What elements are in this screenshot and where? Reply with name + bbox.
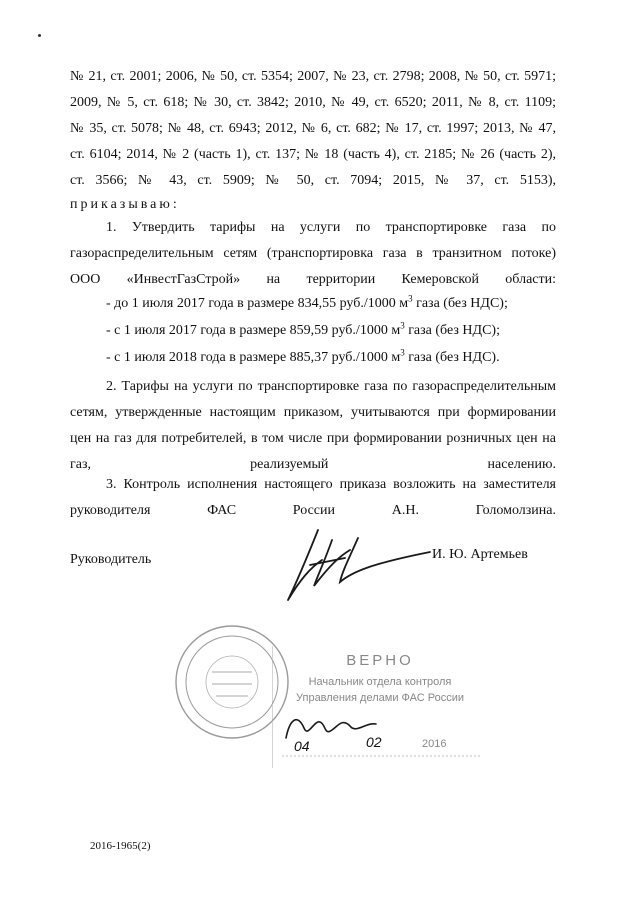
stamp-position: Начальник отдела контроля — [308, 676, 452, 688]
document-code: 2016-1965(2) — [90, 840, 151, 852]
item-3 — [70, 472, 556, 524]
item-1-line: 1. Утвердить тарифы на услуги по транспортировке газа по — [106, 220, 556, 235]
item-3-line: руководителя ФАС России А.Н. Голомолзина. — [70, 503, 556, 518]
tariff-text: газа (без НДС); — [404, 323, 500, 338]
tariff-line — [70, 291, 592, 317]
certification-stamp — [272, 646, 488, 768]
item-1 — [70, 215, 556, 293]
stamp-date-year: 2016 — [422, 738, 447, 750]
stamp-header: ВЕРНО — [346, 652, 414, 669]
tariff-text: газа (без НДС); — [412, 296, 508, 311]
ref-line: ст. 6104; 2014, № 2 (часть 1), ст. 137; № 18 (часть 4), ст. 2185; № 26 (часть 2), — [70, 147, 556, 162]
item-2-line: газ, реализуемый населению. — [70, 457, 556, 472]
tariff-text: - с 1 июля 2017 года в размере 859,59 руб./1000 м — [106, 323, 401, 338]
legal-references — [70, 64, 556, 194]
ref-line: 2009, № 5, ст. 618; № 30, ст. 3842; 2010, № 49, ст. 6520; 2011, № 8, ст. 1109; — [70, 95, 556, 110]
tariff-unit-exp: 3 — [400, 347, 405, 358]
item-1-line: ООО «ИнвестГазСтрой» на территории Кемеровской области: — [70, 272, 556, 287]
tariff-text: газа (без НДС). — [404, 350, 500, 365]
stamp-guide-lines — [272, 646, 488, 768]
item-2-line: сетям, утвержденные настоящим приказом, учитываются при формировании — [70, 405, 556, 420]
tariff-text: - с 1 июля 2018 года в размере 885,37 руб./1000 м — [106, 350, 401, 365]
decree-word: приказываю: — [70, 197, 180, 212]
item-2-line: цен на газ для потребителей, в том числе при формировании розничных цен на — [70, 431, 556, 446]
scan-dot — [38, 34, 41, 37]
signatory-title: Руководитель — [70, 552, 152, 567]
item-3-line: 3. Контроль исполнения настоящего приказа возложить на заместителя — [106, 477, 556, 492]
ref-line: ст. 3566; № 43, ст. 5909; № 50, ст. 7094; 2015, № 37, ст. 5153), — [70, 173, 556, 188]
stamp-date-day: 04 — [294, 738, 310, 754]
tariff-line — [70, 318, 592, 344]
item-1-line: газораспределительным сетям (транспортировка газа в транзитном потоке) — [70, 246, 556, 261]
item-2 — [70, 374, 556, 478]
tariff-text: - до 1 июля 2017 года в размере 834,55 руб./1000 м — [106, 296, 409, 311]
ref-line: № 35, ст. 5078; № 48, ст. 6943; 2012, № 6, ст. 682; № 17, ст. 1997; 2013, № 47, — [70, 121, 556, 136]
ref-line: № 21, ст. 2001; 2006, № 50, ст. 5354; 2007, № 23, ст. 2798; 2008, № 50, ст. 5971; — [70, 69, 556, 84]
stamp-date-month: 02 — [366, 734, 382, 750]
item-2-line: 2. Тарифы на услуги по транспортировке газа по газораспределительным — [106, 379, 556, 394]
stamp-department: Управления делами ФАС России — [296, 692, 464, 704]
tariff-unit-exp: 3 — [408, 293, 413, 304]
tariff-unit-exp: 3 — [400, 320, 405, 331]
handwritten-signature — [270, 520, 440, 610]
tariff-line — [70, 345, 592, 371]
signatory-name: И. Ю. Артемьев — [432, 547, 528, 562]
